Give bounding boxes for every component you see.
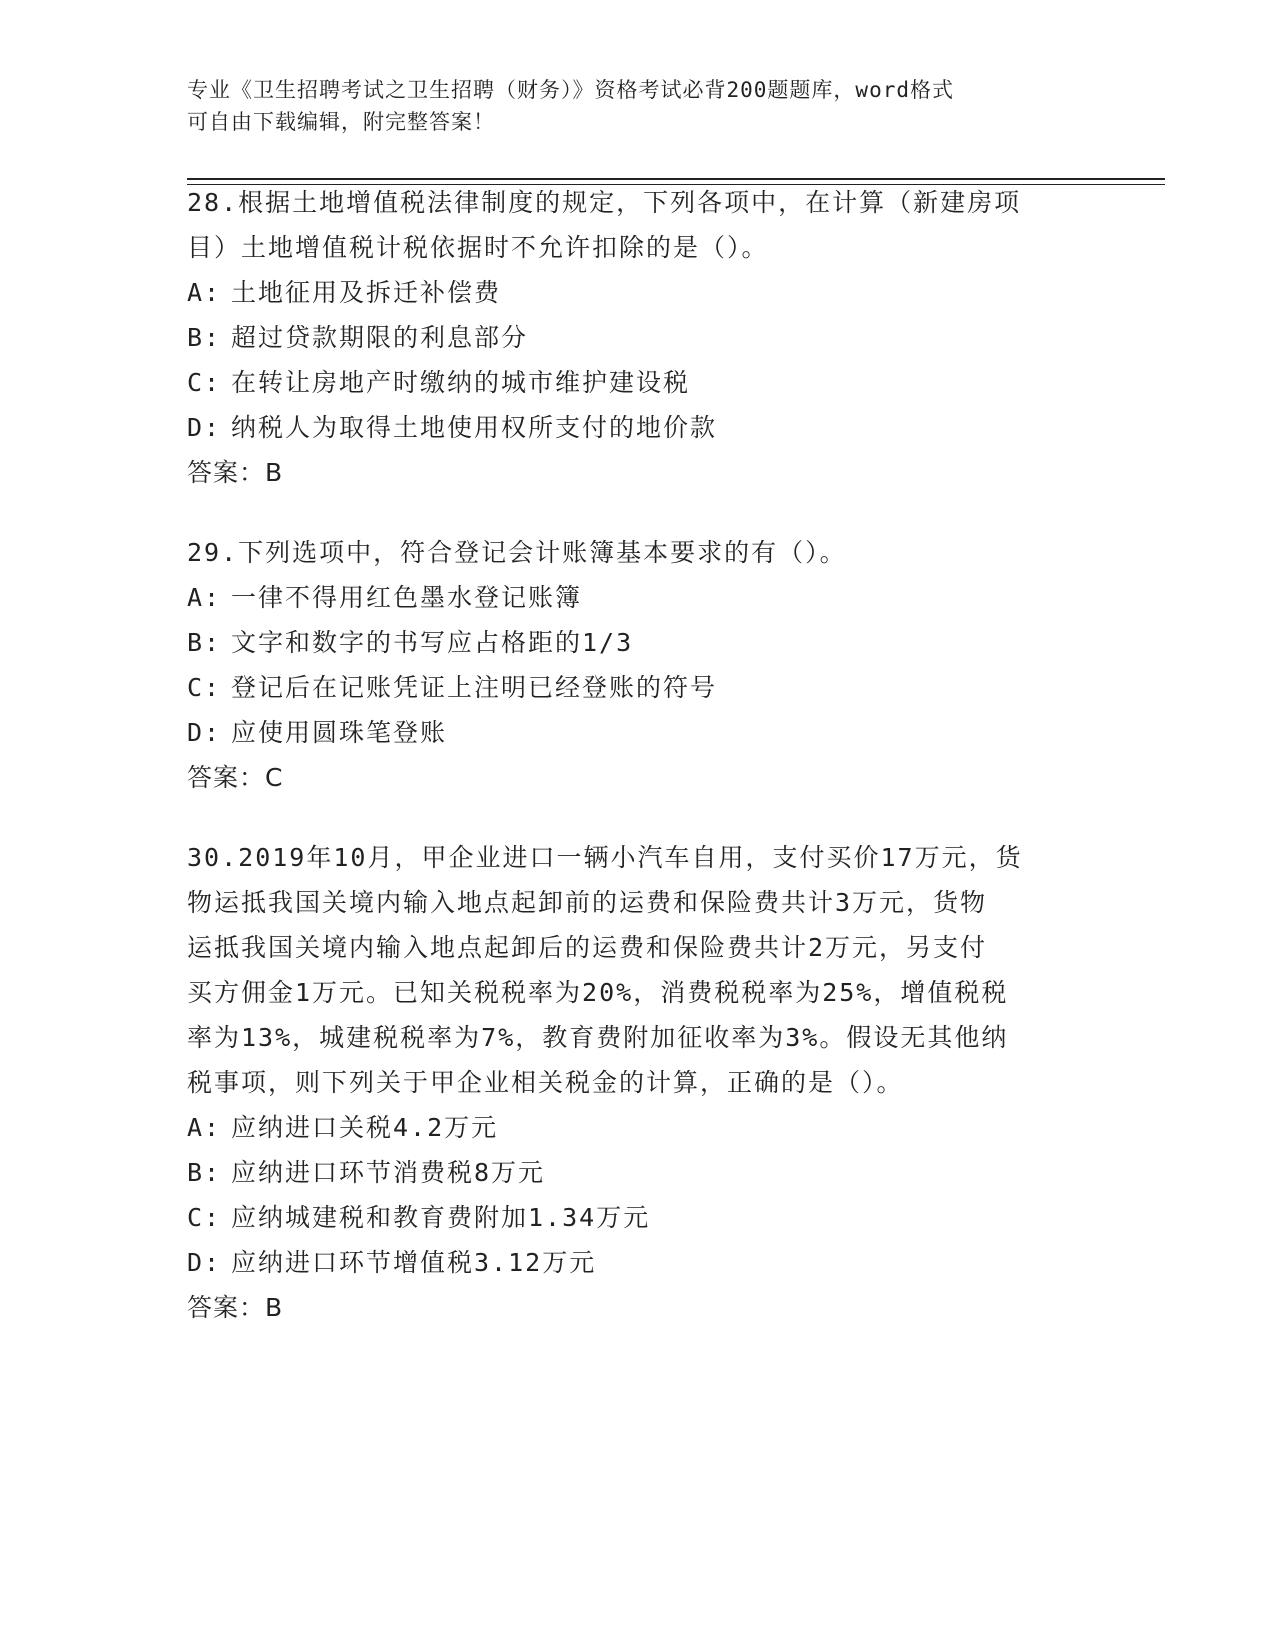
- answer: 答案：B: [187, 458, 284, 487]
- question-text-line: 税事项，则下列关于甲企业相关税金的计算，正确的是（）。: [187, 1068, 904, 1097]
- option-text: 纳税人为取得土地使用权所支付的地价款: [231, 413, 718, 442]
- option-key: D:: [187, 1248, 222, 1277]
- option-key: B:: [187, 323, 222, 352]
- option-key: B:: [187, 1158, 222, 1187]
- document-header: [187, 74, 1087, 138]
- question-28: [187, 180, 1087, 495]
- option-text: 应使用圆珠笔登账: [231, 718, 448, 747]
- option-text: 应纳进口环节增值税3.12万元: [231, 1248, 597, 1277]
- option-a: [187, 575, 1087, 620]
- option-a: [187, 270, 1087, 315]
- option-key: A:: [187, 1113, 222, 1142]
- question-29: [187, 530, 1087, 800]
- question-text-line: 29.下列选项中，符合登记会计账簿基本要求的有（）。: [187, 538, 847, 567]
- answer: 答案：C: [187, 763, 284, 792]
- header-line-2: 可自由下载编辑，附完整答案！: [187, 110, 495, 134]
- question-text-line: 目）土地增值税计税依据时不允许扣除的是（）。: [187, 233, 769, 262]
- question-text-line: 买方佣金1万元。已知关税税率为20%，消费税税率为25%，增值税税: [187, 978, 1009, 1007]
- answer: 答案：B: [187, 1293, 284, 1322]
- option-key: C:: [187, 368, 222, 397]
- option-text: 超过贷款期限的利息部分: [231, 323, 529, 352]
- option-text: 应纳进口环节消费税8万元: [231, 1158, 546, 1187]
- option-b: [187, 315, 1087, 360]
- option-c: [187, 665, 1087, 710]
- option-b: [187, 620, 1087, 665]
- option-d: [187, 1240, 1087, 1285]
- option-key: C:: [187, 1203, 222, 1232]
- option-key: A:: [187, 583, 222, 612]
- question-text-line: 28.根据土地增值税法律制度的规定，下列各项中，在计算（新建房项: [187, 188, 1022, 217]
- question-text-line: 物运抵我国关境内输入地点起卸前的运费和保险费共计3万元，货物: [187, 888, 988, 917]
- question-text-line: 运抵我国关境内输入地点起卸后的运费和保险费共计2万元，另支付: [187, 933, 988, 962]
- option-c: [187, 1195, 1087, 1240]
- option-key: B:: [187, 628, 222, 657]
- option-key: D:: [187, 413, 222, 442]
- option-d: [187, 405, 1087, 450]
- option-text: 应纳城建税和教育费附加1.34万元: [231, 1203, 651, 1232]
- option-key: C:: [187, 673, 222, 702]
- option-text: 应纳进口关税4.2万元: [231, 1113, 499, 1142]
- question-text-line: 率为13%，城建税税率为7%，教育费附加征收率为3%。假设无其他纳: [187, 1023, 1009, 1052]
- option-text: 土地征用及拆迁补偿费: [231, 278, 502, 307]
- option-text: 登记后在记账凭证上注明已经登账的符号: [231, 673, 718, 702]
- question-text-line: 30.2019年10月，甲企业进口一辆小汽车自用，支付买价17万元，货: [187, 843, 1023, 872]
- question-30: [187, 835, 1087, 1330]
- option-d: [187, 710, 1087, 755]
- option-key: D:: [187, 718, 222, 747]
- option-b: [187, 1150, 1087, 1195]
- option-text: 在转让房地产时缴纳的城市维护建设税: [231, 368, 691, 397]
- option-key: A:: [187, 278, 222, 307]
- header-line-1: 专业《卫生招聘考试之卫生招聘（财务）》资格考试必背200题题库，word格式: [187, 78, 954, 102]
- option-text: 一律不得用红色墨水登记账簿: [231, 583, 583, 612]
- option-c: [187, 360, 1087, 405]
- option-text: 文字和数字的书写应占格距的1/3: [231, 628, 634, 657]
- option-a: [187, 1105, 1087, 1150]
